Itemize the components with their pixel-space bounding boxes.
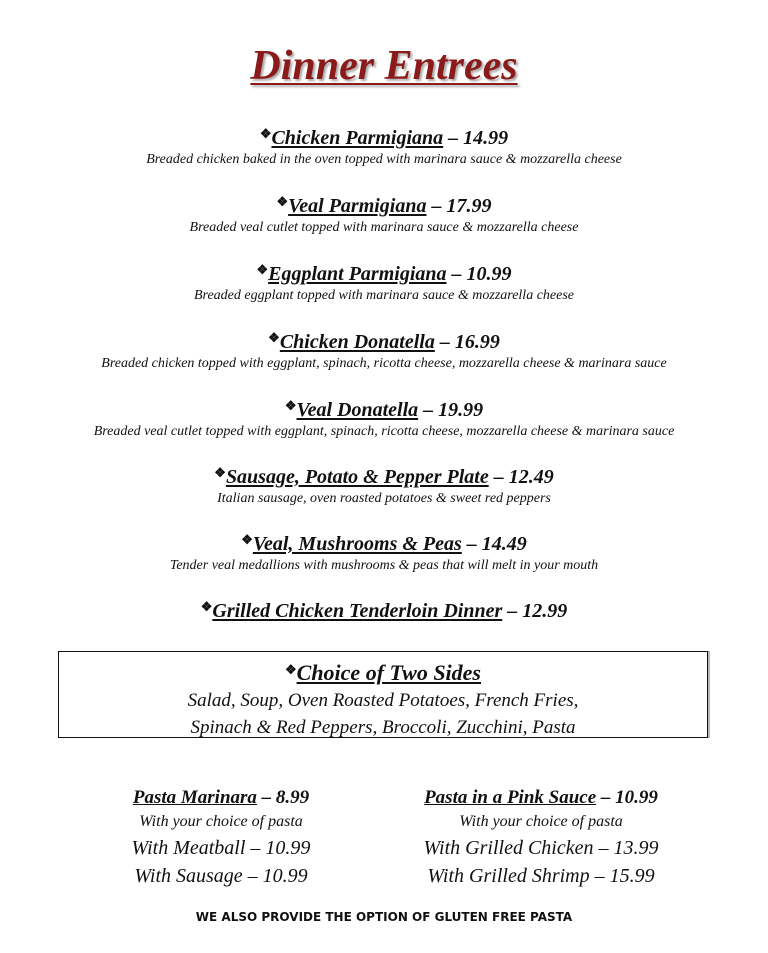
menu-item [0,122,768,169]
sides-list-line: Salad, Soup, Oven Roasted Potatoes, French Fries, [187,690,579,711]
menu-item-price: – 17.99 [431,195,492,217]
menu-item-description: Breaded veal cutlet topped with marinara sauce & mozzarella cheese [189,220,579,235]
menu-item-price: – 19.99 [423,399,484,421]
gluten-free-note: WE ALSO PROVIDE THE OPTION OF GLUTEN FREE PASTA [195,910,573,924]
menu-item-heading [0,461,768,489]
pasta-subtitle: With your choice of pasta [459,813,623,830]
menu-item-description: Breaded veal cutlet topped with eggplant, spinach, ricotta cheese, mozzarella cheese & marinara sauce [93,424,675,439]
menu-item-description: Tender veal medallions with mushrooms & peas that will melt in your mouth [169,558,599,573]
menu-item-heading [0,190,768,218]
diamond-bullet-icon: ❖ [241,532,253,547]
pasta-marinara-section [56,786,386,890]
menu-item-description: Breaded chicken baked in the oven topped with marinara sauce & mozzarella cheese [146,152,622,167]
menu-item [0,326,768,373]
diamond-bullet-icon: ❖ [259,126,272,141]
menu-item-description: Breaded eggplant topped with marinara sauce & mozzarella cheese [193,288,575,303]
menu-item-price: – 14.99 [448,127,509,149]
pasta-name: Pasta Marinara [132,787,257,808]
sides-box [58,651,708,738]
menu-item-price: – 14.49 [466,533,527,555]
menu-item-name: Veal, Mushrooms & Peas [252,533,462,555]
menu-item [0,190,768,237]
menu-item [0,461,768,508]
menu-item-description: Breaded chicken topped with eggplant, spinach, ricotta cheese, mozzarella cheese & marinara sauce [101,356,667,371]
menu-item-name: Chicken Donatella [279,331,435,353]
menu-item [0,258,768,305]
sides-title [59,656,707,687]
menu-item-price: – 12.49 [493,466,554,488]
menu-item [0,528,768,575]
diamond-bullet-icon: ❖ [200,599,213,614]
diamond-bullet-icon: ❖ [214,465,226,480]
diamond-bullet-icon: ❖ [284,662,297,677]
menu-item-heading [0,394,768,422]
diamond-bullet-icon: ❖ [256,262,269,277]
menu-item-name: Sausage, Potato & Pepper Plate [225,466,489,488]
page-title: Dinner Entrees [250,43,518,89]
menu-item-name: Veal Parmigiana [288,195,427,217]
menu-item-heading [0,595,768,623]
menu-item-heading [0,326,768,354]
sides-list-line: Spinach & Red Peppers, Broccoli, Zucchini, Pasta [190,717,576,738]
pasta-option: With Grilled Shrimp – 15.99 [427,865,655,887]
pasta-option: With Sausage – 10.99 [134,865,308,887]
diamond-bullet-icon: ❖ [284,398,297,413]
pasta-price: – 10.99 [600,787,658,808]
pasta-heading [376,786,706,810]
menu-item-price: – 10.99 [451,263,512,285]
menu-item-name: Chicken Parmigiana [271,127,444,149]
sides-title-text: Choice of Two Sides [296,660,481,685]
diamond-bullet-icon: ❖ [276,194,289,209]
pasta-option: With Grilled Chicken – 13.99 [423,837,659,859]
menu-item-heading [0,528,768,556]
pasta-pink-sauce-section [376,786,706,890]
menu-item-heading [0,258,768,286]
pasta-price: – 8.99 [261,787,310,808]
menu-item-price: – 12.99 [507,600,568,622]
pasta-heading [56,786,386,810]
menu-item-name: Veal Donatella [296,399,419,421]
menu-item-description: Italian sausage, oven roasted potatoes & sweet red peppers [217,491,551,506]
pasta-subtitle: With your choice of pasta [139,813,303,830]
menu-item-heading [0,122,768,150]
menu-item [0,595,768,623]
menu-item-name: Eggplant Parmigiana [268,263,447,285]
menu-item-name: Grilled Chicken Tenderloin Dinner [212,600,503,622]
diamond-bullet-icon: ❖ [268,330,280,345]
pasta-name: Pasta in a Pink Sauce [424,787,597,808]
pasta-option: With Meatball – 10.99 [131,837,311,859]
menu-item-price: – 16.99 [439,331,500,353]
menu-item [0,394,768,441]
